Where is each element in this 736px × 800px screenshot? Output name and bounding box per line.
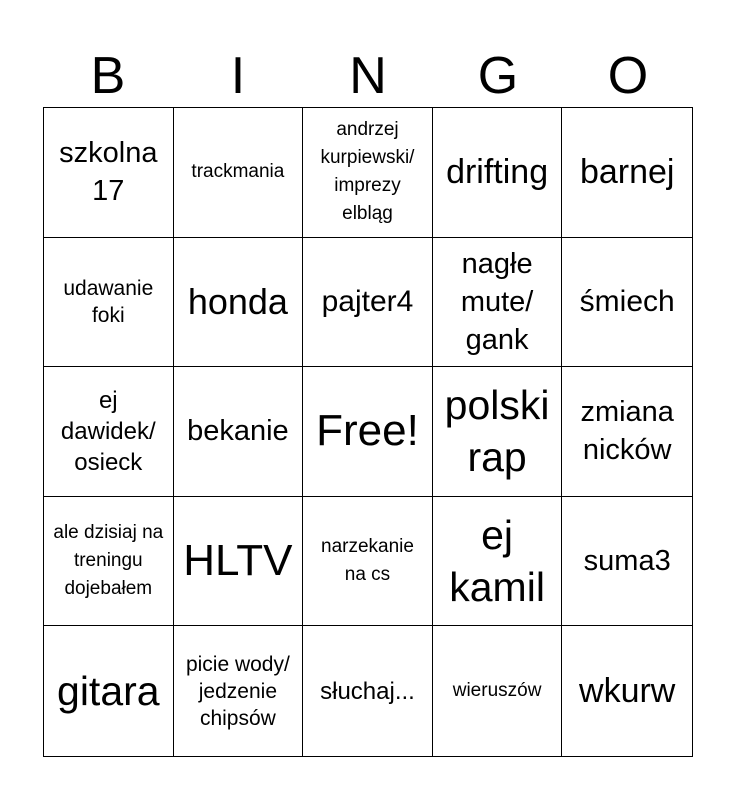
- bingo-cell-r1-c4[interactable]: [433, 108, 563, 238]
- cell-label: trackmania: [191, 161, 285, 183]
- bingo-header: [43, 44, 693, 108]
- bingo-cell-r2-c5[interactable]: [562, 238, 692, 368]
- header-letter-n: N: [349, 47, 387, 105]
- bingo-cell-r5-c1[interactable]: [44, 626, 174, 756]
- cell-label: wieruszów: [452, 680, 542, 702]
- bingo-cell-r2-c4[interactable]: [433, 238, 563, 368]
- bingo-cell-r4-c2[interactable]: [174, 497, 304, 627]
- bingo-cell-r1-c3[interactable]: [303, 108, 433, 238]
- bingo-cell-r2-c1[interactable]: [44, 238, 174, 368]
- bingo-cell-r1-c2[interactable]: [174, 108, 304, 238]
- cell-label: HLTV: [183, 536, 293, 586]
- cell-label: narzekanie na cs: [321, 536, 414, 586]
- bingo-cell-r5-c3[interactable]: [303, 626, 433, 756]
- cell-label: bekanie: [187, 415, 289, 448]
- cell-label: barnej: [579, 152, 675, 191]
- cell-label: zmiana nicków: [580, 396, 674, 467]
- cell-label: ale dzisiaj na treningu dojebałem: [53, 522, 164, 600]
- cell-label: polski rap: [444, 382, 550, 481]
- cell-label: wkurw: [579, 671, 676, 710]
- cell-label: Free!: [316, 406, 419, 456]
- cell-label: szkolna 17: [59, 137, 158, 208]
- bingo-cell-r1-c5[interactable]: [562, 108, 692, 238]
- cell-label: udawanie foki: [63, 276, 154, 327]
- bingo-cell-r4-c1[interactable]: [44, 497, 174, 627]
- bingo-cell-r3-c4[interactable]: [433, 367, 563, 497]
- bingo-cell-r2-c2[interactable]: [174, 238, 304, 368]
- bingo-cell-r3-c5[interactable]: [562, 367, 692, 497]
- bingo-cell-r5-c4[interactable]: [433, 626, 563, 756]
- cell-label: ej kamil: [449, 512, 545, 611]
- bingo-cell-r3-c2[interactable]: [174, 367, 304, 497]
- cell-label: słuchaj...: [320, 677, 415, 705]
- header-letter-i: I: [230, 47, 246, 105]
- bingo-cell-r4-c5[interactable]: [562, 497, 692, 627]
- cell-label: pajter4: [321, 285, 414, 319]
- bingo-cell-r3-c3-free[interactable]: [303, 367, 433, 497]
- cell-label: drifting: [446, 152, 549, 191]
- bingo-cell-r2-c3[interactable]: [303, 238, 433, 368]
- cell-label: honda: [187, 280, 288, 322]
- cell-label: picie wody/ jedzenie chipsów: [185, 652, 290, 730]
- bingo-cell-r3-c1[interactable]: [44, 367, 174, 497]
- bingo-cell-r5-c2[interactable]: [174, 626, 304, 756]
- cell-label: nagłe mute/ gank: [460, 247, 534, 356]
- bingo-cell-r4-c3[interactable]: [303, 497, 433, 627]
- header-letter-b: B: [90, 47, 126, 105]
- header-letter-g: G: [477, 47, 519, 105]
- bingo-cell-r5-c5[interactable]: [562, 626, 692, 756]
- cell-label: suma3: [583, 545, 671, 578]
- cell-label: śmiech: [579, 285, 675, 319]
- cell-label: gitara: [57, 668, 160, 715]
- cell-label: andrzej kurpiewski/ imprezy elbląg: [320, 119, 415, 225]
- bingo-board: [43, 107, 693, 757]
- header-letter-o: O: [607, 47, 649, 105]
- cell-label: ej dawidek/ osieck: [60, 386, 156, 476]
- bingo-cell-r4-c4[interactable]: [433, 497, 563, 627]
- bingo-cell-r1-c1[interactable]: [44, 108, 174, 238]
